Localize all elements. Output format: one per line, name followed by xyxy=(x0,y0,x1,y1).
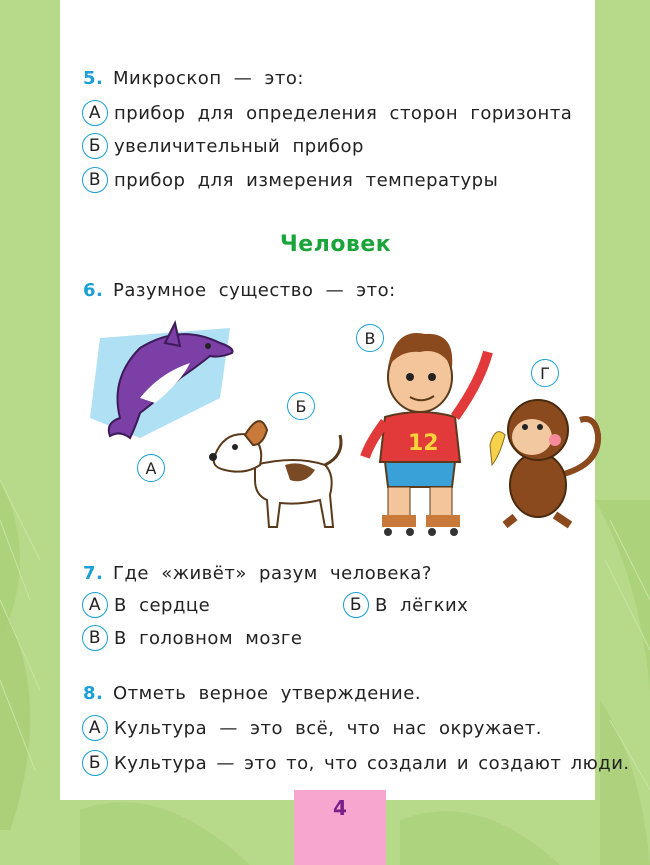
question-7 xyxy=(83,563,432,584)
option-letter-circle[interactable]: Б xyxy=(82,750,108,776)
option-text: прибор для определения сторон горизонта xyxy=(114,102,573,124)
picture-label-b[interactable]: Б xyxy=(287,392,315,420)
option-text: прибор для измерения температуры xyxy=(114,169,499,191)
page-number: 4 xyxy=(333,796,347,820)
option-text: увеличительный прибор xyxy=(114,135,364,157)
question-text: Микроскоп — это: xyxy=(113,68,304,89)
option-letter-circle[interactable]: В xyxy=(82,625,108,651)
answer-option[interactable] xyxy=(82,715,542,741)
svg-text:12: 12 xyxy=(408,431,439,456)
picture-label-a[interactable]: А xyxy=(137,454,165,482)
boy-picture xyxy=(360,322,500,537)
option-letter-circle[interactable]: А xyxy=(82,592,108,618)
answer-option[interactable] xyxy=(82,625,302,651)
question-6 xyxy=(83,280,396,301)
page-number-tab xyxy=(294,790,386,865)
option-letter-circle[interactable]: А xyxy=(82,100,108,126)
option-text: В головном мозге xyxy=(114,627,303,649)
picture-label-v[interactable]: В xyxy=(356,324,384,352)
answer-option[interactable] xyxy=(82,750,630,776)
question-number: 8. xyxy=(83,683,104,704)
question-number: 5. xyxy=(83,68,104,89)
question-number: 7. xyxy=(83,563,104,584)
option-text: В лёгких xyxy=(375,594,469,616)
answer-option[interactable] xyxy=(343,592,468,618)
question-text: Отметь верное утверждение. xyxy=(113,683,422,704)
answer-option[interactable] xyxy=(82,100,572,126)
section-title: Человек xyxy=(280,232,392,257)
option-letter-circle[interactable]: А xyxy=(82,715,108,741)
question-5 xyxy=(83,68,304,89)
option-letter-circle[interactable]: В xyxy=(82,167,108,193)
question-number: 6. xyxy=(83,280,104,301)
question-text: Где «живёт» разум человека? xyxy=(113,563,432,584)
monkey-picture xyxy=(480,385,605,535)
option-text: Культура — это всё, что нас окружает. xyxy=(114,717,542,739)
answer-option[interactable] xyxy=(82,133,364,159)
answer-option[interactable] xyxy=(82,592,210,618)
option-text: Культура — это то, что создали и создают люди. xyxy=(114,752,630,774)
answer-option[interactable] xyxy=(82,167,498,193)
option-letter-circle[interactable]: Б xyxy=(343,592,369,618)
dog-picture xyxy=(205,415,355,535)
question-8 xyxy=(83,683,421,704)
question-text: Разумное существо — это: xyxy=(113,280,396,301)
picture-label-g[interactable]: Г xyxy=(531,359,559,387)
option-text: В сердце xyxy=(114,594,211,616)
option-letter-circle[interactable]: Б xyxy=(82,133,108,159)
